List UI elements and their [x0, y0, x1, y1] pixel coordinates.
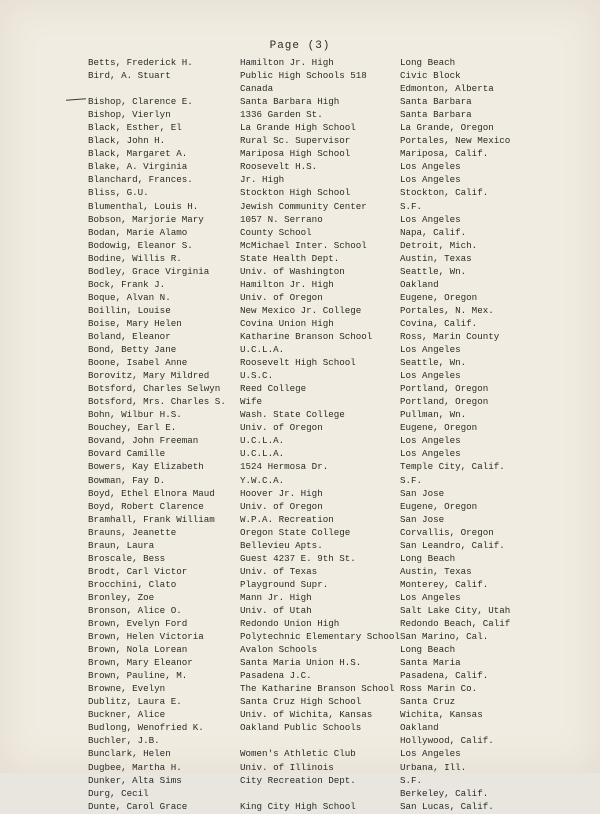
- entry-name: Blanchard, Frances.: [88, 174, 193, 186]
- entry-name: Bohn, Wilbur H.S.: [88, 409, 182, 421]
- entry-location: Redondo Beach, Calif: [400, 618, 511, 630]
- entry-institution: Oregon State College: [240, 526, 351, 538]
- margin-mark: [66, 98, 86, 100]
- entry-institution: County School: [240, 226, 312, 238]
- entry-name: Boone, Isabel Anne: [88, 357, 188, 369]
- entry-institution: Roosevelt H.S.: [240, 161, 318, 173]
- entry-location: Los Angeles: [400, 213, 461, 225]
- entry-institution: Wife: [240, 396, 263, 408]
- entry-institution: Univ. of Utah: [240, 604, 312, 616]
- entry-location: San Leandro, Calif.: [400, 539, 505, 551]
- page-title: Page (3): [269, 40, 331, 52]
- entry-location: Santa Barbara: [400, 96, 472, 108]
- entry-institution: 1524 Hermosa Dr.: [240, 461, 329, 473]
- entry-name: Bronley, Zoe: [88, 591, 155, 603]
- entry-name: Boise, Mary Helen: [88, 317, 182, 329]
- entry-location: Mariposa, Calif.: [400, 148, 489, 160]
- entry-location: Los Angeles: [400, 344, 461, 356]
- entry-location: Ross Marin Co.: [400, 683, 478, 695]
- entry-location: San Jose: [400, 513, 445, 525]
- entry-institution: Mann Jr. High: [240, 591, 312, 603]
- entry-institution: Univ. of Oregon: [240, 500, 323, 512]
- entry-name: Bronson, Alice O.: [88, 604, 182, 616]
- entry-name: Bovand, John Freeman: [88, 435, 199, 447]
- entry-location: Seattle, Wn.: [400, 265, 467, 277]
- entry-location: Pasadena, Calif.: [400, 670, 489, 682]
- entry-location: Covina, Calif.: [400, 317, 478, 329]
- entry-name: Boland, Eleanor: [88, 330, 171, 342]
- entry-name: Boillin, Louise: [88, 304, 171, 316]
- entry-name: Boyd, Ethel Elnora Maud: [88, 487, 215, 499]
- entry-name: Broscale, Bess: [88, 552, 166, 564]
- entry-name: Brown, Pauline, M.: [88, 670, 188, 682]
- entry-location: Austin, Texas: [400, 252, 472, 264]
- entry-location: Los Angeles: [400, 161, 461, 173]
- entry-location: Wichita, Kansas: [400, 709, 483, 721]
- entry-institution: W.P.A. Recreation: [240, 513, 334, 525]
- entry-location: Ross, Marin County: [400, 330, 500, 342]
- entry-location: Salt Lake City, Utah: [400, 604, 511, 616]
- entry-institution: King City High School: [240, 800, 356, 812]
- entry-location: Edmonton, Alberta: [400, 83, 494, 95]
- entry-location: Oakland: [400, 278, 439, 290]
- entry-location: S.F.: [400, 774, 423, 786]
- entry-institution: U.C.L.A.: [240, 448, 285, 460]
- entry-name: Bowman, Fay D.: [88, 474, 166, 486]
- entry-institution: Univ. of Oregon: [240, 291, 323, 303]
- entry-name: Black, Margaret A.: [88, 148, 188, 160]
- entry-institution: Hoover Jr. High: [240, 487, 323, 499]
- entry-institution: Univ. of Oregon: [240, 422, 323, 434]
- entry-name: Brown, Mary Eleanor: [88, 657, 193, 669]
- entry-location: Los Angeles: [400, 370, 461, 382]
- entry-location: Eugene, Oregon: [400, 291, 478, 303]
- entry-name: Black, Esther, El: [88, 122, 182, 134]
- entry-location: Eugene, Oregon: [400, 422, 478, 434]
- entry-name: Bishop, Vierlyn: [88, 109, 171, 121]
- entry-institution: Jr. High: [240, 174, 285, 186]
- entry-location: La Grande, Oregon: [400, 122, 494, 134]
- entry-institution: Univ. of Washington: [240, 265, 345, 277]
- entry-institution: Katharine Branson School: [240, 330, 373, 342]
- entry-institution: Oakland Public Schools: [240, 722, 362, 734]
- entry-name: Bodowig, Eleanor S.: [88, 239, 193, 251]
- entry-name: Borovitz, Mary Mildred: [88, 370, 210, 382]
- entry-name: Dunte, Carol Grace: [88, 800, 188, 812]
- entry-institution: Public High Schools 518: [240, 70, 367, 82]
- entry-location: Stockton, Calif.: [400, 187, 489, 199]
- entry-name: Bunclark, Helen: [88, 748, 171, 760]
- entry-institution: La Grande High School: [240, 122, 356, 134]
- entry-location: Berkeley, Calif.: [400, 787, 489, 799]
- entry-institution: The Katharine Branson School: [240, 683, 395, 695]
- entry-location: Portland, Oregon: [400, 396, 489, 408]
- entry-name: Brown, Helen Victoria: [88, 631, 204, 643]
- entry-institution: Y.W.C.A.: [240, 474, 285, 486]
- entry-name: Bird, A. Stuart: [88, 70, 171, 82]
- entry-institution: 1057 N. Serrano: [240, 213, 323, 225]
- entry-institution: Redondo Union High: [240, 618, 340, 630]
- entry-name: Brodt, Carl Victor: [88, 565, 188, 577]
- entry-institution: Polytechnic Elementary School: [240, 631, 400, 643]
- entry-institution: Playground Supr.: [240, 578, 329, 590]
- entry-location: San Lucas, Calif.: [400, 800, 494, 812]
- entry-name: Boyd, Robert Clarence: [88, 500, 204, 512]
- entry-institution: Roosevelt High School: [240, 357, 356, 369]
- entry-name: Buchler, J.B.: [88, 735, 160, 747]
- entry-name: Dublitz, Laura E.: [88, 696, 182, 708]
- entry-institution: Santa Barbara High: [240, 96, 340, 108]
- entry-institution: Mariposa High School: [240, 148, 351, 160]
- entry-institution: Jewish Community Center: [240, 200, 367, 212]
- entry-institution: Hamilton Jr. High: [240, 57, 334, 68]
- entry-location: Oakland: [400, 722, 439, 734]
- entry-name: Bodan, Marie Alamo: [88, 226, 188, 238]
- entry-name: Boque, Alvan N.: [88, 291, 171, 303]
- entry-institution: Santa Maria Union H.S.: [240, 657, 362, 669]
- entry-location: San Jose: [400, 487, 445, 499]
- entry-location: Portales, N. Mex.: [400, 304, 494, 316]
- entry-location: Corvallis, Oregon: [400, 526, 494, 538]
- entry-name: Durg, Cecil: [88, 787, 149, 799]
- entry-institution: Covina Union High: [240, 317, 334, 329]
- entry-location: Los Angeles: [400, 448, 461, 460]
- entry-name: Black, John H.: [88, 135, 166, 147]
- entry-name: Bovard Camille: [88, 448, 166, 460]
- entry-name: Bramhall, Frank William: [88, 513, 215, 525]
- entry-institution: Guest 4237 E. 9th St.: [240, 552, 356, 564]
- entry-name: Brown, Nola Lorean: [88, 644, 188, 656]
- entry-location: Napa, Calif.: [400, 226, 467, 238]
- entry-location: Los Angeles: [400, 435, 461, 447]
- entry-name: Blake, A. Virginia: [88, 161, 188, 173]
- entry-institution: 1336 Garden St.: [240, 109, 323, 121]
- entry-institution: Women's Athletic Club: [240, 748, 356, 760]
- entry-institution: Stockton High School: [240, 187, 351, 199]
- entry-name: Budlong, Wenofried K.: [88, 722, 204, 734]
- entry-location: Monterey, Calif.: [400, 578, 489, 590]
- entry-name: Bishop, Clarence E.: [88, 96, 193, 108]
- entry-location: Seattle, Wn.: [400, 357, 467, 369]
- entry-location: Eugene, Oregon: [400, 500, 478, 512]
- entry-name: Bliss, G.U.: [88, 187, 149, 199]
- entry-location: Los Angeles: [400, 591, 461, 603]
- entry-location: Civic Block: [400, 70, 461, 82]
- entry-name: Browne, Evelyn: [88, 683, 166, 695]
- entry-name: Braun, Laura: [88, 539, 155, 551]
- entry-institution: State Health Dept.: [240, 252, 340, 264]
- entry-location: Santa Cruz: [400, 696, 456, 708]
- entry-name: Bowers, Kay Elizabeth: [88, 461, 204, 473]
- entry-location: Santa Maria: [400, 657, 461, 669]
- entry-name: Brauns, Jeanette: [88, 526, 177, 538]
- entry-institution: Univ. of Texas: [240, 565, 318, 577]
- entry-institution: Pasadena J.C.: [240, 670, 312, 682]
- entry-institution: McMichael Inter. School: [240, 239, 367, 251]
- entry-location: Los Angeles: [400, 174, 461, 186]
- entry-institution: U.S.C.: [240, 370, 274, 382]
- entry-location: Long Beach: [400, 644, 456, 656]
- entry-location: Austin, Texas: [400, 565, 472, 577]
- entry-name: Brocchini, Clato: [88, 578, 177, 590]
- entry-name: Bock, Frank J.: [88, 278, 166, 290]
- entry-institution: Wash. State College: [240, 409, 345, 421]
- entry-institution: Reed College: [240, 383, 307, 395]
- entry-location: Portland, Oregon: [400, 383, 489, 395]
- entry-location: Pullman, Wn.: [400, 409, 467, 421]
- entry-institution: U.C.L.A.: [240, 435, 285, 447]
- entry-institution: Hamilton Jr. High: [240, 278, 334, 290]
- entry-institution: U.C.L.A.: [240, 344, 285, 356]
- entry-name: Bodine, Willis R.: [88, 252, 182, 264]
- entry-institution: Santa Cruz High School: [240, 696, 362, 708]
- entry-name: Bond, Betty Jane: [88, 344, 177, 356]
- entry-institution: Bellevieu Apts.: [240, 539, 323, 551]
- entry-location: Urbana, Ill.: [400, 761, 467, 773]
- entry-institution: Canada: [240, 83, 274, 95]
- entry-institution: Avalon Schools: [240, 644, 318, 656]
- entry-location: Temple City, Calif.: [400, 461, 505, 473]
- entry-name: Dugbee, Martha H.: [88, 761, 182, 773]
- entry-location: S.F.: [400, 200, 423, 212]
- entry-institution: Univ. of Illinois: [240, 761, 334, 773]
- entry-name: Brown, Evelyn Ford: [88, 618, 188, 630]
- entry-name: Blumenthal, Louis H.: [88, 200, 199, 212]
- entry-location: San Marino, Cal.: [400, 631, 489, 643]
- entry-location: Santa Barbara: [400, 109, 472, 121]
- entry-name: Botsford, Charles Selwyn: [88, 383, 221, 395]
- entry-institution: New Mexico Jr. College: [240, 304, 362, 316]
- entry-institution: Rural Sc. Supervisor: [240, 135, 351, 147]
- entry-location: Hollywood, Calif.: [400, 735, 494, 747]
- entry-name: Bodley, Grace Virginia: [88, 265, 210, 277]
- entry-name: Betts, Frederick H.: [88, 57, 193, 68]
- entry-name: Bouchey, Earl E.: [88, 422, 177, 434]
- entry-location: Portales, New Mexico: [400, 135, 511, 147]
- entry-location: Long Beach: [400, 57, 456, 68]
- entry-institution: Univ. of Wichita, Kansas: [240, 709, 373, 721]
- entry-location: Long Beach: [400, 552, 456, 564]
- entry-name: Botsford, Mrs. Charles S.: [88, 396, 226, 408]
- entry-location: Los Angeles: [400, 748, 461, 760]
- entry-institution: City Recreation Dept.: [240, 774, 356, 786]
- entry-name: Dunker, Alta Sims: [88, 774, 182, 786]
- entry-location: Detroit, Mich.: [400, 239, 478, 251]
- entry-location: S.F.: [400, 474, 423, 486]
- entry-name: Buckner, Alice: [88, 709, 166, 721]
- entry-name: Bobson, Marjorie Mary: [88, 213, 204, 225]
